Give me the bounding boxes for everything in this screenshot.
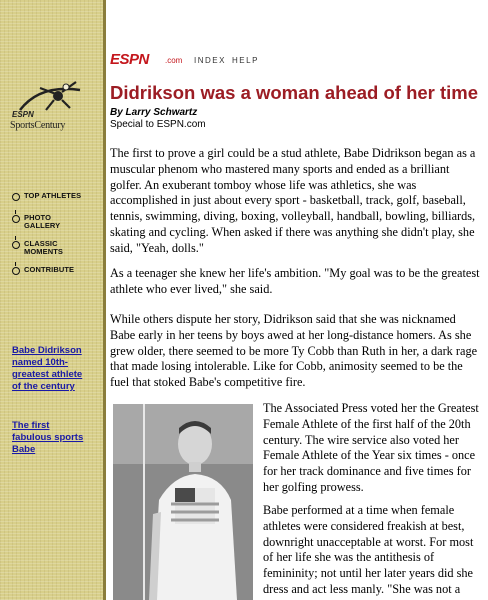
logo-sportscentury-text: SportsCentury [10, 120, 66, 131]
nav-label: TOP ATHLETES [24, 191, 82, 200]
athlete-photo-illustration [113, 404, 253, 600]
circle-bullet-icon [12, 241, 20, 249]
logo-espn-text: ESPN [12, 110, 34, 119]
link-line: Babe [12, 444, 36, 455]
link-line: The first [12, 420, 50, 431]
sportscentury-logo[interactable] [10, 80, 100, 136]
link-line: greatest athlete [12, 369, 83, 380]
sidebar-link-10th-greatest[interactable] [12, 345, 98, 393]
babe-didrikson-photo [113, 404, 253, 600]
article-paragraph-3: While others dispute her story, Didrikson said that she was nicknamed Babe early in her teens by boys awed at her long-distance homers. As she grew older, there seemed to be more Ty Cobb than Ruth in her, a dark rage that made losing intolerable. Like for Cobb, animosity seemed to be the fuel that stoked Babe's competitive fire. [110, 312, 478, 390]
nav-top-athletes[interactable] [12, 192, 81, 206]
nav-connector [15, 262, 16, 266]
link-line: fabulous sports [12, 432, 84, 443]
article-source: Special to ESPN.com [110, 119, 206, 130]
athlete-emblem-icon [10, 80, 100, 114]
nav-connector [15, 210, 16, 214]
nav-label-line-1: PHOTO [24, 213, 52, 222]
nav-label: CONTRIBUTE [24, 265, 75, 274]
circle-bullet-icon [12, 267, 20, 275]
nav-contribute[interactable] [12, 266, 81, 280]
nav-label-line-1: CLASSIC [24, 239, 58, 248]
index-link[interactable]: INDEX [194, 56, 226, 65]
nav-connector [15, 236, 16, 240]
article-paragraph-5: Babe performed at a time when female athletes were considered freakish at best, downright unacceptable at worst. For most of her life she was the antithesis of femininity; not until her later years did she dress and act less manly. "She was not a [263, 503, 474, 596]
article-paragraph-1: The first to prove a girl could be a stud athlete, Babe Didrikson began as a muscular phenom who mastered many sports and ended as a brilliant golfer. An exuberant tomboy whose life was athletics, she was accomplished in just about every sport - basketball, track, golf, baseball, tennis, swimming, diving, boxing, volleyball, handball, bowling, billiards, skating and cycling. When asked if there was anything she didn't play, she said, "Yeah, dolls." [110, 146, 476, 255]
article-paragraph-2: As a teenager she knew her life's ambition. "My goal was to be the greatest athlete who ever lived," she said. [110, 266, 480, 296]
link-line: Babe Didrikson [12, 345, 82, 356]
espn-com-suffix: .com [165, 56, 183, 65]
nav-classic-moments[interactable] [12, 240, 81, 258]
link-line: of the century [12, 381, 75, 392]
nav-label-line-2: GALLERY [24, 221, 61, 230]
sidebar-divider [103, 0, 106, 600]
nav-label-line-2: MOMENTS [24, 247, 64, 256]
nav-photo-gallery[interactable] [12, 214, 81, 232]
article-paragraph-4: The Associated Press voted her the Greatest Female Athlete of the first half of the 20th century. The wire service also voted her Female Athlete of the Year six times - once for her track dominance and five times for her golfing prowess. [263, 401, 479, 494]
sidebar-link-first-fabulous-babe[interactable] [12, 420, 98, 456]
sidebar-nav [12, 192, 81, 288]
article-byline: By Larry Schwartz [110, 107, 198, 118]
link-line: named 10th- [12, 357, 68, 368]
circle-bullet-icon [12, 193, 20, 201]
help-link[interactable]: HELP [232, 56, 259, 65]
espn-logo[interactable]: ESPN [110, 51, 149, 68]
article-title: Didrikson was a woman ahead of her time [110, 82, 479, 103]
circle-bullet-icon [12, 215, 20, 223]
